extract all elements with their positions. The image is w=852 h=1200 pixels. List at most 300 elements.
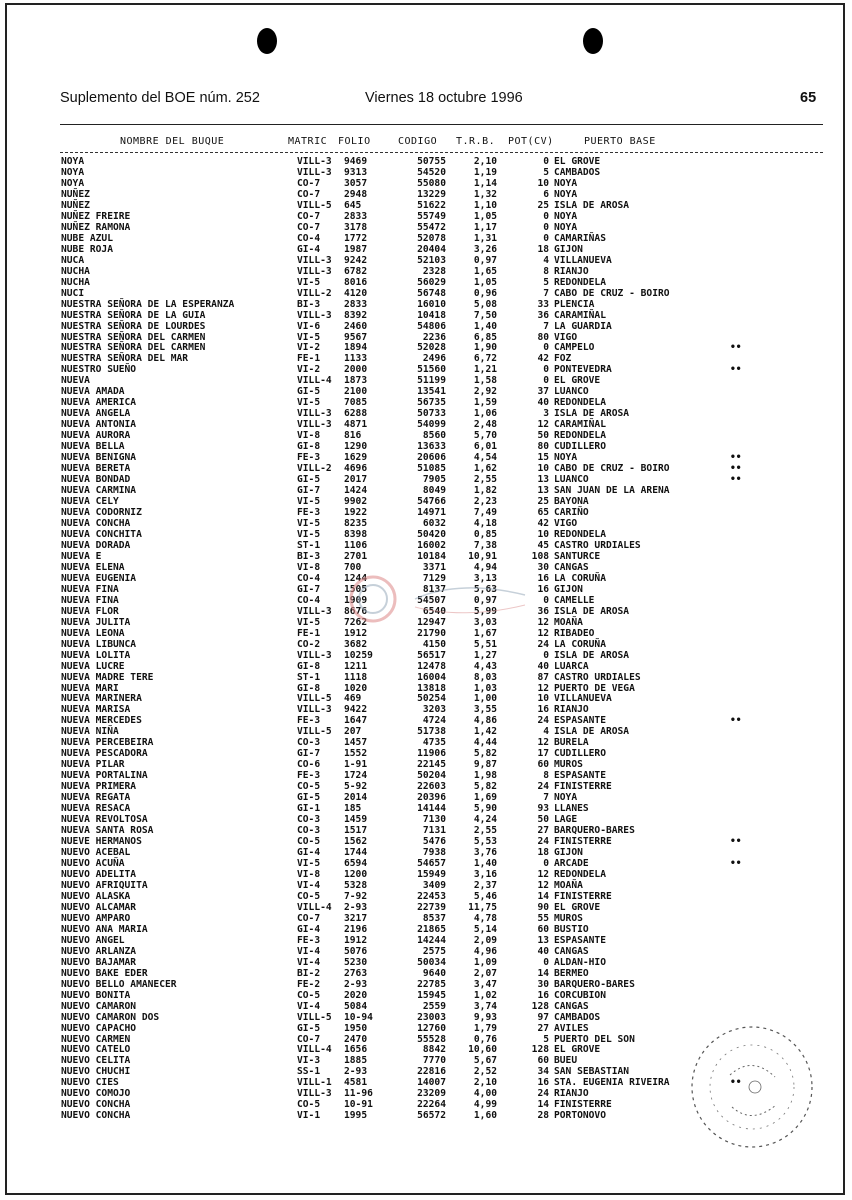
matricula: GI-5 <box>297 474 321 486</box>
matricula: VI-4 <box>297 879 321 891</box>
publication-date: Viernes 18 octubre 1996 <box>365 90 523 106</box>
folio: 2-93 <box>344 901 368 913</box>
puerto-base: SAN JUAN DE LA ARENA <box>554 485 670 497</box>
trb: 1,19 <box>473 166 497 178</box>
vessel-name: NUEVA REVOLTOSA <box>61 814 148 826</box>
table-row <box>0 781 852 792</box>
mark: •• <box>730 364 742 376</box>
potencia-cv: 30 <box>537 978 549 990</box>
vessel-name: NUEVO CHUCHI <box>61 1066 131 1078</box>
puerto-base: CUDILLERO <box>554 748 606 760</box>
codigo: 56748 <box>417 287 446 299</box>
matricula: GI-4 <box>297 847 321 859</box>
trb: 7,50 <box>473 309 497 321</box>
trb: 5,53 <box>473 836 497 848</box>
vessel-name: NUEVA MADRE TERE <box>61 671 154 683</box>
trb: 5,08 <box>473 298 497 310</box>
vessel-name: NUEVO CELITA <box>61 1055 131 1067</box>
folio: 8392 <box>344 309 368 321</box>
folio: 2100 <box>344 386 368 398</box>
matricula: FE-3 <box>297 715 321 727</box>
vessel-name: NUEVA LEONA <box>61 627 125 639</box>
codigo: 6540 <box>422 605 446 617</box>
matricula: VI-3 <box>297 1055 321 1067</box>
mark: •• <box>730 452 742 464</box>
folio: 2701 <box>344 550 368 562</box>
folio: 2020 <box>344 989 368 1001</box>
column-header-matric: MATRIC <box>288 136 328 147</box>
codigo: 22739 <box>417 901 446 913</box>
potencia-cv: 7 <box>543 320 549 332</box>
table-row <box>0 167 852 178</box>
puerto-base: GIJON <box>554 583 583 595</box>
matricula: VILL-3 <box>297 704 332 716</box>
trb: 2,48 <box>473 419 497 431</box>
vessel-name: NUEVO ACUÑA <box>61 858 125 869</box>
trb: 4,18 <box>473 517 497 529</box>
potencia-cv: 0 <box>543 364 549 376</box>
trb: 2,09 <box>473 934 497 946</box>
codigo: 14244 <box>417 934 446 946</box>
vessel-name: NUEVA DORADA <box>61 539 131 551</box>
codigo: 51738 <box>417 726 446 738</box>
folio: 2196 <box>344 923 368 935</box>
table-row <box>0 869 852 880</box>
potencia-cv: 24 <box>537 836 549 848</box>
codigo: 13633 <box>417 441 446 453</box>
matricula: FE-1 <box>297 627 321 639</box>
folio: 2-93 <box>344 978 368 990</box>
potencia-cv: 10 <box>537 693 549 705</box>
matricula: VI-5 <box>297 858 321 869</box>
puerto-base: NOYA <box>554 188 578 200</box>
puerto-base: NOYA <box>554 221 578 233</box>
folio: 1552 <box>344 748 368 760</box>
folio: 7262 <box>344 616 368 628</box>
trb: 8,03 <box>473 671 497 683</box>
matricula: VI-8 <box>297 868 321 880</box>
trb: 5,99 <box>473 605 497 617</box>
potencia-cv: 5 <box>543 166 549 178</box>
codigo: 54657 <box>417 858 446 869</box>
puerto-base: STA. EUGENIA RIVEIRA <box>554 1077 670 1089</box>
puerto-base: RIANJO <box>554 704 589 716</box>
puerto-base: CANGAS <box>554 1000 589 1012</box>
matricula: VI-5 <box>297 397 321 409</box>
trb: 1,90 <box>473 342 497 354</box>
trb: 1,09 <box>473 956 497 968</box>
matricula: FE-3 <box>297 934 321 946</box>
puerto-base: LA GUARDIA <box>554 320 612 332</box>
folio: 2000 <box>344 364 368 376</box>
trb: 5,51 <box>473 638 497 650</box>
matricula: CO-3 <box>297 737 321 749</box>
table-row <box>0 968 852 979</box>
potencia-cv: 12 <box>537 737 549 749</box>
mark: •• <box>730 342 742 354</box>
puerto-base: CAMPELO <box>554 342 595 354</box>
table-row <box>0 957 852 968</box>
folio: 1106 <box>344 539 368 551</box>
vessel-name: NOYA <box>61 177 85 189</box>
table-row <box>0 529 852 540</box>
puerto-base: RIBADEO <box>554 627 595 639</box>
codigo: 51199 <box>417 375 446 387</box>
trb: 1,40 <box>473 858 497 869</box>
potencia-cv: 0 <box>543 221 549 233</box>
table-row <box>0 255 852 266</box>
table-row <box>0 233 852 244</box>
table-row <box>0 321 852 332</box>
puerto-base: PUERTO DEL SON <box>554 1033 635 1045</box>
folio: 1922 <box>344 507 368 518</box>
vessel-name: NUEVO CAMARON DOS <box>61 1011 160 1023</box>
puerto-base: PONTEVEDRA <box>554 364 612 376</box>
folio: 1629 <box>344 452 368 464</box>
potencia-cv: 7 <box>543 287 549 299</box>
puerto-base: BURELA <box>554 737 589 749</box>
table-row <box>0 715 852 726</box>
matricula: GI-5 <box>297 792 321 804</box>
trb: 5,46 <box>473 890 497 902</box>
codigo: 2559 <box>422 1000 446 1012</box>
vessel-name: NUEVA BONDAD <box>61 474 131 486</box>
vessel-name: NUEVA NIÑA <box>61 726 119 738</box>
trb: 3,13 <box>473 572 497 584</box>
column-header-rule <box>60 152 823 153</box>
matricula: VILL-5 <box>297 199 332 211</box>
table-row <box>0 452 852 463</box>
vessel-name: NUEVA E <box>61 550 102 562</box>
codigo: 51560 <box>417 364 446 376</box>
vessel-name: NUEVA MERCEDES <box>61 715 142 727</box>
matricula: VILL-3 <box>297 254 332 266</box>
codigo: 51622 <box>417 199 446 211</box>
trb: 1,98 <box>473 770 497 782</box>
matricula: FE-3 <box>297 507 321 518</box>
trb: 1,59 <box>473 397 497 409</box>
puerto-base: LUARCA <box>554 660 589 672</box>
potencia-cv: 45 <box>537 539 549 551</box>
vessel-name: NUEVA PERCEBEIRA <box>61 737 154 749</box>
potencia-cv: 16 <box>537 583 549 595</box>
matricula: VILL-4 <box>297 375 332 387</box>
puerto-base: ESPASANTE <box>554 715 606 727</box>
potencia-cv: 12 <box>537 868 549 880</box>
matricula: VILL-5 <box>297 1011 332 1023</box>
trb: 1,31 <box>473 232 497 244</box>
potencia-cv: 24 <box>537 781 549 793</box>
potencia-cv: 60 <box>537 923 549 935</box>
puerto-base: CASTRO URDIALES <box>554 539 641 551</box>
potencia-cv: 50 <box>537 430 549 442</box>
codigo: 50733 <box>417 408 446 420</box>
trb: 1,79 <box>473 1022 497 1034</box>
table-row <box>0 496 852 507</box>
potencia-cv: 5 <box>543 1033 549 1045</box>
folio: 1912 <box>344 627 368 639</box>
codigo: 21865 <box>417 923 446 935</box>
vessel-name: NUCHA <box>61 276 90 288</box>
vessel-name: NUEVO CAPACHO <box>61 1022 137 1034</box>
trb: 0,85 <box>473 528 497 540</box>
folio: 5328 <box>344 879 368 891</box>
vessel-name: NUCA <box>61 254 85 266</box>
matricula: VILL-1 <box>297 1077 332 1089</box>
puerto-base: VILLANUEVA <box>554 254 612 266</box>
trb: 0,96 <box>473 287 497 299</box>
vessel-name: NOYA <box>61 156 85 167</box>
trb: 1,17 <box>473 221 497 233</box>
codigo: 54507 <box>417 594 446 606</box>
codigo: 6032 <box>422 517 446 529</box>
vessel-name: NUEVA BENIGNA <box>61 452 137 464</box>
folio: 1894 <box>344 342 368 354</box>
column-header-trb: T.R.B. <box>456 136 496 147</box>
puerto-base: BUSTIO <box>554 923 589 935</box>
matricula: GI-8 <box>297 660 321 672</box>
folio: 10-94 <box>344 1011 373 1023</box>
codigo: 16010 <box>417 298 446 310</box>
codigo: 20396 <box>417 792 446 804</box>
table-row <box>0 364 852 375</box>
folio: 645 <box>344 199 362 211</box>
folio: 4871 <box>344 419 368 431</box>
trb: 0,97 <box>473 594 497 606</box>
vessel-name: NUEVO ALASKA <box>61 890 131 902</box>
folio: 9469 <box>344 156 368 167</box>
trb: 2,10 <box>473 1077 497 1089</box>
matricula: CO-7 <box>297 210 321 222</box>
codigo: 8137 <box>422 583 446 595</box>
codigo: 5476 <box>422 836 446 848</box>
codigo: 55080 <box>417 177 446 189</box>
codigo: 13818 <box>417 682 446 694</box>
codigo: 12478 <box>417 660 446 672</box>
trb: 2,07 <box>473 967 497 979</box>
codigo: 52103 <box>417 254 446 266</box>
table-row <box>0 474 852 485</box>
trb: 5,14 <box>473 923 497 935</box>
matricula: VI-1 <box>297 1110 321 1122</box>
folio: 2017 <box>344 474 368 486</box>
folio: 469 <box>344 693 362 705</box>
matricula: VILL-3 <box>297 605 332 617</box>
potencia-cv: 0 <box>543 156 549 167</box>
table-row <box>0 836 852 847</box>
vessel-name: NUESTRA SEÑORA DEL CARMEN <box>61 331 206 343</box>
folio: 6594 <box>344 858 368 869</box>
puerto-base: AVILES <box>554 1022 589 1034</box>
codigo: 55749 <box>417 210 446 222</box>
table-row <box>0 1001 852 1012</box>
codigo: 11906 <box>417 748 446 760</box>
punch-hole <box>257 28 277 54</box>
trb: 10,60 <box>468 1044 497 1056</box>
puerto-base: VILLANUEVA <box>554 693 612 705</box>
folio: 207 <box>344 726 362 738</box>
folio: 1912 <box>344 934 368 946</box>
puerto-base: PORTONOVO <box>554 1110 606 1122</box>
puerto-base: MUROS <box>554 759 583 771</box>
folio: 11-96 <box>344 1088 373 1100</box>
vessel-name: NUEVO CAMARON <box>61 1000 137 1012</box>
codigo: 51085 <box>417 463 446 475</box>
puerto-base: FINISTERRE <box>554 781 612 793</box>
matricula: VI-6 <box>297 320 321 332</box>
potencia-cv: 14 <box>537 890 549 902</box>
folio: 9567 <box>344 331 368 343</box>
table-row <box>0 299 852 310</box>
potencia-cv: 0 <box>543 649 549 661</box>
potencia-cv: 128 <box>531 1000 549 1012</box>
vessel-name: NUEVE HERMANOS <box>61 836 142 848</box>
codigo: 3203 <box>422 704 446 716</box>
matricula: VI-8 <box>297 561 321 573</box>
vessel-name: NUEVA CELY <box>61 496 119 508</box>
matricula: CO-7 <box>297 177 321 189</box>
potencia-cv: 24 <box>537 638 549 650</box>
potencia-cv: 34 <box>537 1066 549 1078</box>
mark: •• <box>730 1077 742 1089</box>
matricula: VI-2 <box>297 342 321 354</box>
matricula: GI-7 <box>297 485 321 497</box>
table-row <box>0 880 852 891</box>
trb: 1,05 <box>473 210 497 222</box>
table-row <box>0 244 852 255</box>
puerto-base: SANTURCE <box>554 550 601 562</box>
puerto-base: BUEU <box>554 1055 578 1067</box>
vessel-name: NUEVA CARMINA <box>61 485 137 497</box>
puerto-base: EL GROVE <box>554 156 601 167</box>
puerto-base: ISLA DE AROSA <box>554 408 630 420</box>
potencia-cv: 10 <box>537 177 549 189</box>
vessel-name: NUEVA BERETA <box>61 463 131 475</box>
vessel-name: NUEVO BAKE EDER <box>61 967 148 979</box>
puerto-base: BARQUERO-BARES <box>554 978 635 990</box>
codigo: 22453 <box>417 890 446 902</box>
punch-hole <box>583 28 603 54</box>
trb: 6,01 <box>473 441 497 453</box>
vessel-name: NUESTRA SEÑORA DE LA GUIA <box>61 309 206 321</box>
mark: •• <box>730 463 742 475</box>
folio: 185 <box>344 803 362 815</box>
potencia-cv: 0 <box>543 594 549 606</box>
table-row <box>0 277 852 288</box>
potencia-cv: 4 <box>543 254 549 266</box>
potencia-cv: 108 <box>531 550 549 562</box>
vessel-name: NUEVO BAJAMAR <box>61 956 137 968</box>
folio: 4581 <box>344 1077 368 1089</box>
matricula: VILL-2 <box>297 463 332 475</box>
potencia-cv: 12 <box>537 682 549 694</box>
trb: 2,52 <box>473 1066 497 1078</box>
matricula: CO-4 <box>297 594 321 606</box>
vessel-name: NUEVA CONCHA <box>61 517 131 529</box>
vessel-name: NUEVO COMOJO <box>61 1088 131 1100</box>
trb: 1,82 <box>473 485 497 497</box>
puerto-base: ESPASANTE <box>554 770 606 782</box>
folio: 4696 <box>344 463 368 475</box>
vessel-name: NUEVO CATELO <box>61 1044 131 1056</box>
trb: 1,03 <box>473 682 497 694</box>
table-row <box>0 551 852 562</box>
potencia-cv: 93 <box>537 803 549 815</box>
codigo: 15945 <box>417 989 446 1001</box>
table-row <box>0 814 852 825</box>
matricula: CO-5 <box>297 781 321 793</box>
codigo: 16002 <box>417 539 446 551</box>
trb: 4,94 <box>473 561 497 573</box>
vessel-name: NUEVA CODORNIZ <box>61 507 142 518</box>
codigo: 22785 <box>417 978 446 990</box>
folio: 9422 <box>344 704 368 716</box>
codigo: 54766 <box>417 496 446 508</box>
vessel-name: NUEVA PORTALINA <box>61 770 148 782</box>
vessel-name: NUEVO ADELITA <box>61 868 137 880</box>
potencia-cv: 16 <box>537 989 549 1001</box>
puerto-base: NOYA <box>554 177 578 189</box>
potencia-cv: 17 <box>537 748 549 760</box>
codigo: 50254 <box>417 693 446 705</box>
potencia-cv: 0 <box>543 210 549 222</box>
table-row <box>0 463 852 474</box>
matricula: CO-6 <box>297 759 321 771</box>
vessel-name: NUESTRA SEÑORA DEL MAR <box>61 353 189 365</box>
codigo: 7938 <box>422 847 446 859</box>
puerto-base: PUERTO DE VEGA <box>554 682 635 694</box>
potencia-cv: 97 <box>537 1011 549 1023</box>
codigo: 22603 <box>417 781 446 793</box>
potencia-cv: 128 <box>531 1044 549 1056</box>
folio: 1656 <box>344 1044 368 1056</box>
vessel-name: NUÑEZ <box>61 188 90 200</box>
puerto-base: ARCADE <box>554 858 589 869</box>
puerto-base: REDONDELA <box>554 397 606 409</box>
puerto-base: CABO DE CRUZ - BOIRO <box>554 463 670 475</box>
puerto-base: LLANES <box>554 803 589 815</box>
vessel-name: NUESTRO SUEÑO <box>61 364 137 376</box>
puerto-base: SAN SEBASTIAN <box>554 1066 630 1078</box>
vessel-name: NUEVA MARINERA <box>61 693 142 705</box>
vessel-name: NUEVA BELLA <box>61 441 125 453</box>
codigo: 56572 <box>417 1110 446 1122</box>
codigo: 50034 <box>417 956 446 968</box>
matricula: VI-8 <box>297 430 321 442</box>
matricula: CO-4 <box>297 572 321 584</box>
vessel-name: NUEVA AURORA <box>61 430 131 442</box>
vessel-name: NUEVO ANA MARIA <box>61 923 148 935</box>
folio: 1647 <box>344 715 368 727</box>
matricula: VILL-3 <box>297 649 332 661</box>
matricula: CO-3 <box>297 814 321 826</box>
matricula: FE-3 <box>297 770 321 782</box>
folio: 5076 <box>344 945 368 957</box>
matricula: VILL-2 <box>297 287 332 299</box>
codigo: 7130 <box>422 814 446 826</box>
codigo: 22145 <box>417 759 446 771</box>
table-row <box>0 430 852 441</box>
potencia-cv: 40 <box>537 660 549 672</box>
matricula: VI-2 <box>297 364 321 376</box>
puerto-base: CANGAS <box>554 945 589 957</box>
puerto-base: ALDAN-HIO <box>554 956 606 968</box>
trb: 4,78 <box>473 912 497 924</box>
codigo: 10418 <box>417 309 446 321</box>
potencia-cv: 4 <box>543 726 549 738</box>
vessel-name: NUEVO ARLANZA <box>61 945 137 957</box>
puerto-base: RIANJO <box>554 265 589 277</box>
